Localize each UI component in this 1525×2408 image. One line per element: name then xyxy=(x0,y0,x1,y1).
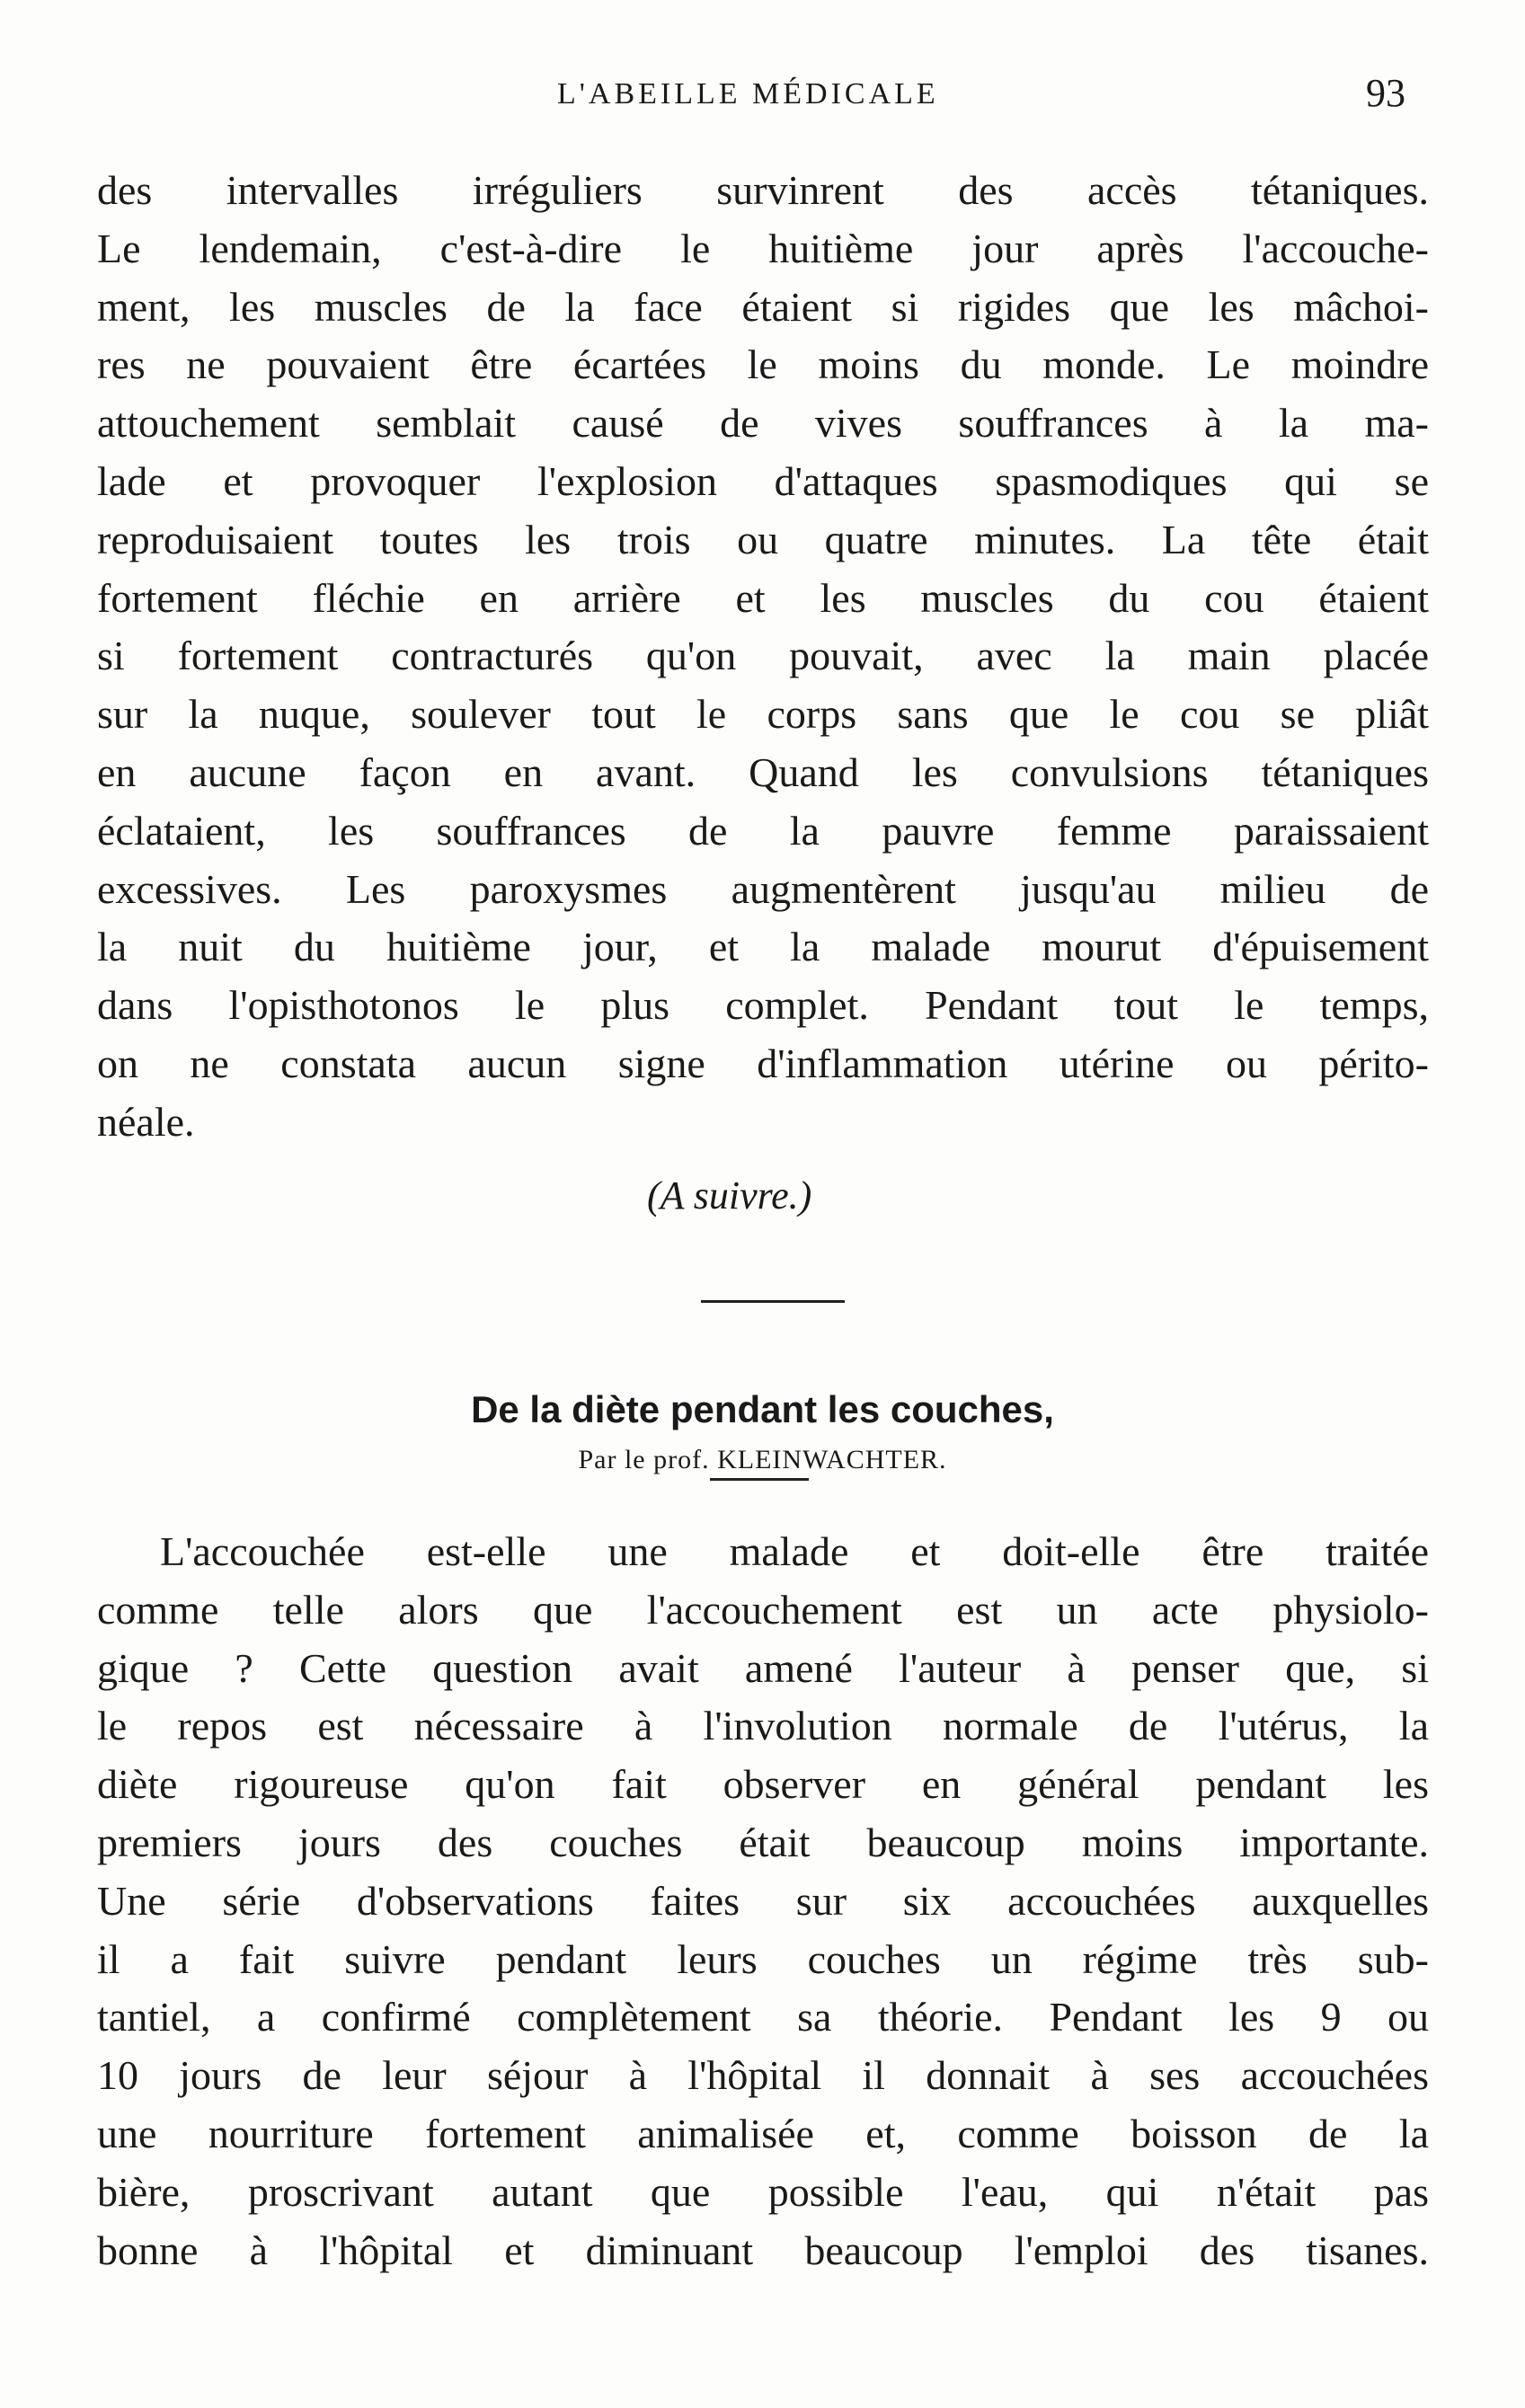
text-line: fortement fléchie en arrière et les muscles du cou étaient xyxy=(97,574,1429,621)
text-line: comme telle alors que l'accouchement est un acte physiolo- xyxy=(97,1586,1429,1633)
text-line: premiers jours des couches était beaucoup moins importante. xyxy=(97,1819,1429,1865)
text-line: on ne constata aucun signe d'inflammation utérine ou périto- xyxy=(97,1040,1429,1086)
text-line: diète rigoureuse qu'on fait observer en général pendant les xyxy=(97,1761,1429,1808)
text-line: bière, proscrivant autant que possible l'eau, qui n'était pas xyxy=(97,2168,1429,2215)
text-line: une nourriture fortement animalisée et, comme boisson de la xyxy=(97,2110,1429,2156)
text-line: éclataient, les souffrances de la pauvre femme paraissaient xyxy=(97,807,1429,854)
article-title: De la diète pendant les couches, xyxy=(471,1388,1054,1430)
text-line: si fortement contracturés qu'on pouvait, avec la main placée xyxy=(97,633,1429,679)
text-line: gique ? Cette question avait amené l'auteur à penser que, si xyxy=(97,1644,1429,1691)
text-line: reproduisaient toutes les trois ou quatre minutes. La tête était xyxy=(97,516,1429,562)
text-line: dans l'opisthotonos le plus complet. Pendant tout le temps, xyxy=(97,982,1429,1029)
text-line: la nuit du huitième jour, et la malade mourut d'épuisement xyxy=(97,924,1429,970)
text-line: L'accouchée est-elle une malade et doit-elle être traitée xyxy=(160,1528,1429,1574)
text-line: néale. xyxy=(97,1098,195,1145)
byline-divider xyxy=(710,1478,809,1481)
text-line: ment, les muscles de la face étaient si rigides que les mâchoi- xyxy=(97,283,1429,330)
section-divider xyxy=(701,1300,845,1303)
text-line: bonne à l'hôpital et diminuant beaucoup l'emploi des tisanes. xyxy=(97,2227,1429,2273)
text-line: le repos est nécessaire à l'involution normale de l'utérus, la xyxy=(97,1703,1429,1749)
text-line: Le lendemain, c'est-à-dire le huitième jour après l'accouche- xyxy=(97,225,1429,271)
page-number: 93 xyxy=(1366,71,1405,115)
text-line: excessives. Les paroxysmes augmentèrent jusqu'au milieu de xyxy=(97,865,1429,912)
text-line: en aucune façon en avant. Quand les convulsions tétaniques xyxy=(97,748,1429,795)
running-header xyxy=(0,70,1525,124)
text-line: lade et provoquer l'explosion d'attaques spasmodiques qui se xyxy=(97,457,1429,504)
continuation-note: (A suivre.) xyxy=(647,1173,812,1217)
text-line: 10 jours de leur séjour à l'hôpital il donnait à ses accouchées xyxy=(97,2052,1429,2099)
text-line: il a fait suivre pendant leurs couches un régime très sub- xyxy=(97,1935,1429,1982)
text-line: tantiel, a confirmé complètement sa théorie. Pendant les 9 ou xyxy=(97,1994,1429,2041)
text-line: res ne pouvaient être écartées le moins du monde. Le moindre xyxy=(97,341,1429,388)
text-line: attouchement semblait causé de vives souffrances à la ma- xyxy=(97,400,1429,447)
text-line: sur la nuque, soulever tout le corps sans que le cou se pliât xyxy=(97,691,1429,738)
text-line: Une série d'observations faites sur six accouchées auxquelles xyxy=(97,1877,1429,1924)
article-body xyxy=(97,1523,1429,2280)
text-line: des intervalles irréguliers survinrent des accès tétaniques. xyxy=(97,167,1429,213)
running-title: L'ABEILLE MÉDICALE xyxy=(557,77,939,111)
continued-text-block xyxy=(97,162,1429,1152)
article-byline: Par le prof. KLEINWACHTER. xyxy=(578,1445,947,1474)
